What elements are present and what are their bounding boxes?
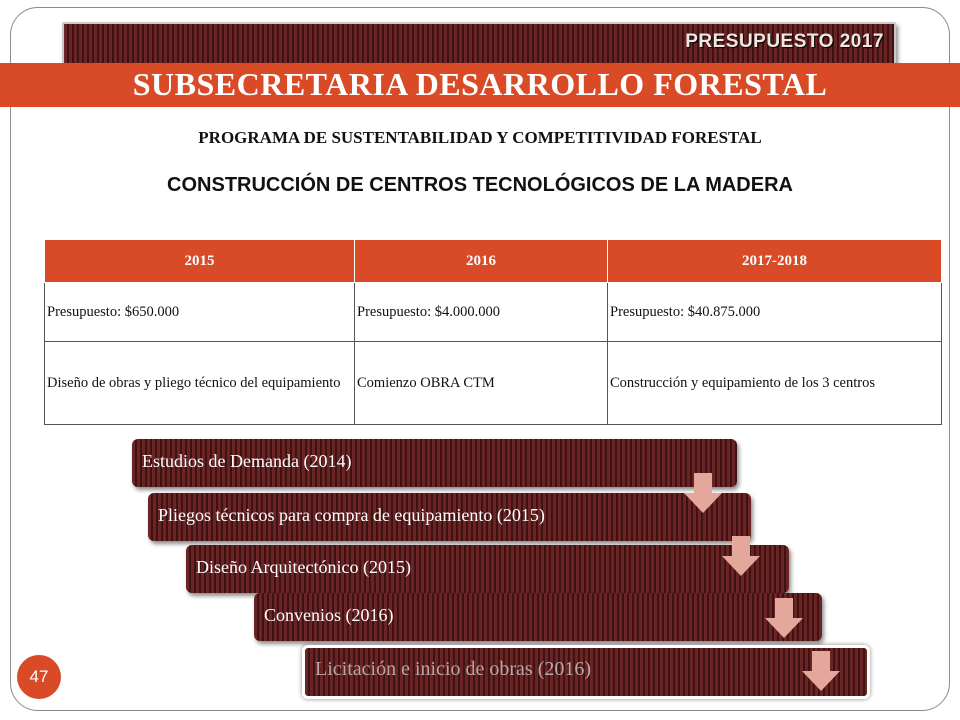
- table-row: [45, 283, 942, 342]
- table-cell: Construcción y equipamiento de los 3 centros: [608, 342, 942, 425]
- step-label: Estudios de Demanda (2014): [142, 451, 352, 471]
- process-step-specs: [148, 493, 751, 541]
- process-step-demand: [132, 439, 737, 487]
- step-label: Diseño Arquitectónico (2015): [196, 557, 411, 577]
- title-banner: [0, 63, 960, 107]
- page-number: 47: [17, 655, 61, 699]
- table-row: [45, 342, 942, 425]
- section-heading: CONSTRUCCIÓN DE CENTROS TECNOLÓGICOS DE LA MADERA: [167, 174, 793, 196]
- down-arrow-icon: [802, 651, 840, 691]
- process-step-tender: [302, 645, 870, 699]
- page-title: SUBSECRETARIA DESARROLLO FORESTAL: [132, 66, 828, 102]
- process-step-agreements: [254, 593, 822, 641]
- column-header: 2016: [355, 240, 608, 283]
- table-header-row: [45, 240, 942, 283]
- down-arrow-icon: [722, 536, 760, 576]
- down-arrow-icon: [684, 473, 722, 513]
- process-step-design: [186, 545, 789, 593]
- step-label: Licitación e inicio de obras (2016): [315, 658, 592, 680]
- step-label: Pliegos técnicos para compra de equipamiento (2015): [158, 505, 545, 525]
- down-arrow-icon: [765, 598, 803, 638]
- badge-label: PRESUPUESTO 2017: [685, 31, 884, 52]
- table-cell: Diseño de obras y pliego técnico del equipamiento: [45, 342, 355, 425]
- budget-table: [44, 239, 942, 425]
- column-header: 2017-2018: [608, 240, 942, 283]
- table-cell: Presupuesto: $4.000.000: [355, 283, 608, 342]
- column-header: 2015: [45, 240, 355, 283]
- step-label: Convenios (2016): [264, 605, 394, 625]
- budget-badge: [62, 22, 896, 66]
- table-cell: Presupuesto: $650.000: [45, 283, 355, 342]
- table-cell: Comienzo OBRA CTM: [355, 342, 608, 425]
- program-subtitle: PROGRAMA DE SUSTENTABILIDAD Y COMPETITIVIDAD FORESTAL: [198, 128, 762, 147]
- table-cell: Presupuesto: $40.875.000: [608, 283, 942, 342]
